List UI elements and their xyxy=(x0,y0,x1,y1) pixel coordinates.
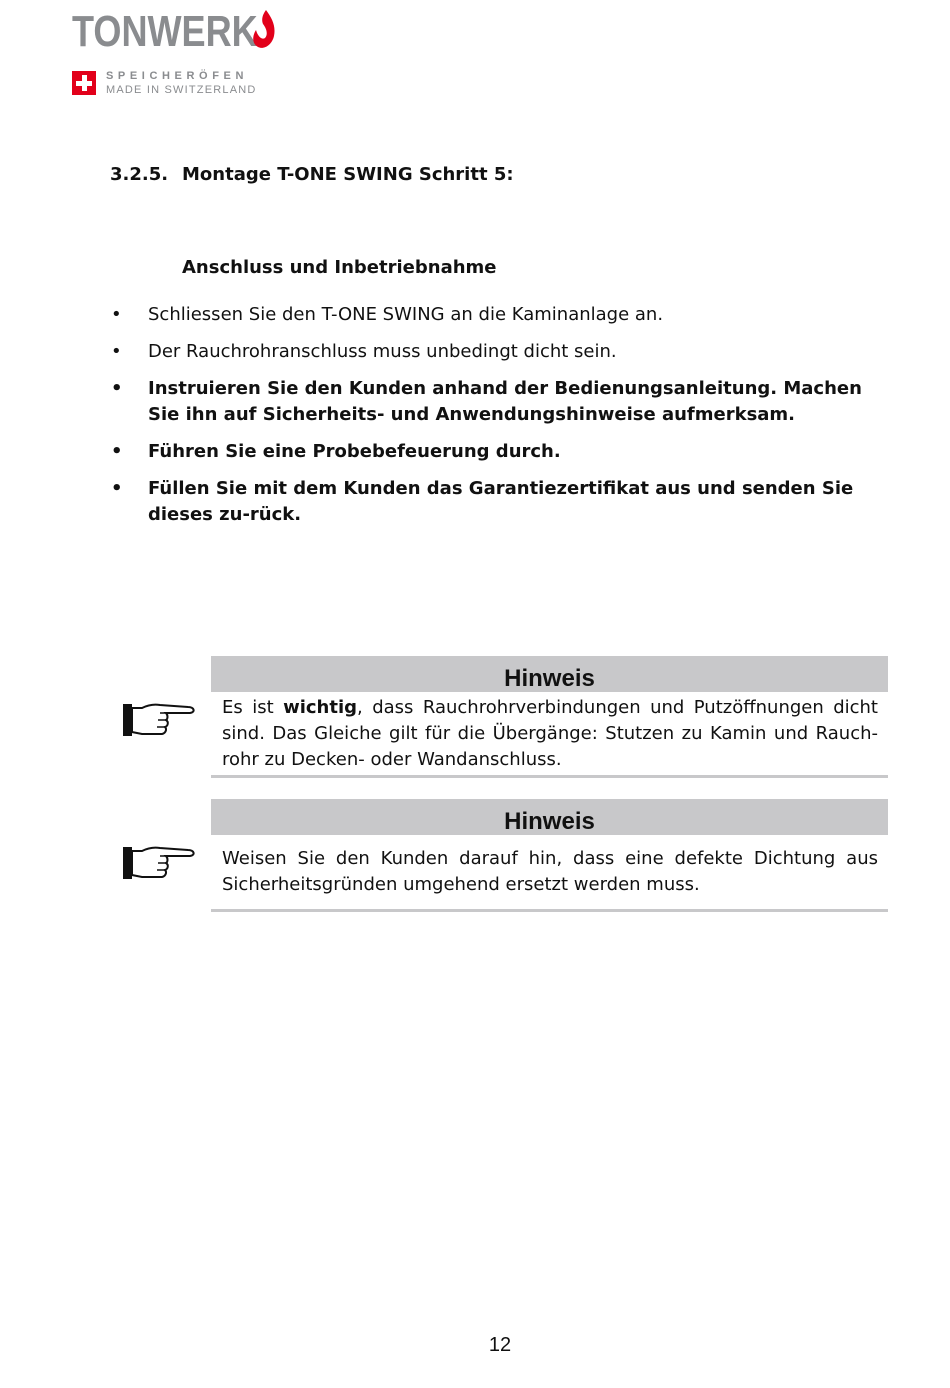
logo-origin: MADE IN SWITZERLAND xyxy=(106,84,257,96)
page-number: 12 xyxy=(488,1334,512,1356)
section-number: 3.2.5. xyxy=(110,164,169,185)
list-item xyxy=(110,439,880,465)
note-box xyxy=(211,656,888,778)
logo-tagline: SPEICHERÖFEN xyxy=(106,70,248,82)
logo-wordmark: TONWERK xyxy=(72,7,258,56)
bullet-icon: • xyxy=(111,441,123,462)
swiss-flag-icon xyxy=(72,71,96,95)
note-emphasis: wichtig xyxy=(283,697,358,718)
brand-logo xyxy=(72,7,282,96)
flame-icon xyxy=(252,10,276,50)
list-item xyxy=(110,476,880,528)
instruction-list xyxy=(110,302,880,539)
note-text: Es ist wichtig, dass Rauchrohrverbindungen und Putzöffnungen dicht sind. Das Gleiche gilt für die Übergänge: Stutzen zu Kamin und Rauch-rohr zu Decken- oder Wandanschluss. xyxy=(222,697,878,770)
note-box xyxy=(211,799,888,912)
list-item-text: Der Rauchrohranschluss muss unbedingt dicht sein. xyxy=(148,341,617,362)
list-item xyxy=(110,302,880,328)
pointing-hand-icon xyxy=(122,701,198,739)
note-text: Weisen Sie den Kunden darauf hin, dass eine defekte Dichtung aus Sicherheitsgründen umgehend ersetzt werden muss. xyxy=(222,848,878,895)
list-item-text: Instruieren Sie den Kunden anhand der Bedienungsanleitung. Machen Sie ihn auf Sicherheits- und Anwendungshinweise aufmerksam. xyxy=(148,378,862,425)
note-heading: Hinweis xyxy=(211,656,888,692)
list-item-text: Führen Sie eine Probebefeuerung durch. xyxy=(148,441,561,462)
bullet-icon: • xyxy=(111,304,122,325)
bullet-icon: • xyxy=(111,378,123,399)
list-item-text: Schliessen Sie den T-ONE SWING an die Kaminanlage an. xyxy=(148,304,664,325)
bullet-icon: • xyxy=(111,341,122,362)
pointing-hand-icon xyxy=(122,844,198,882)
bullet-icon: • xyxy=(111,478,123,499)
note-heading: Hinweis xyxy=(211,799,888,835)
section-title: Montage T-ONE SWING Schritt 5: xyxy=(182,164,514,185)
subheading: Anschluss und Inbetriebnahme xyxy=(182,257,497,278)
list-item xyxy=(110,376,880,428)
list-item-text: Füllen Sie mit dem Kunden das Garantiezertifikat aus und senden Sie dieses zu-rück. xyxy=(148,478,854,525)
list-item xyxy=(110,339,880,365)
